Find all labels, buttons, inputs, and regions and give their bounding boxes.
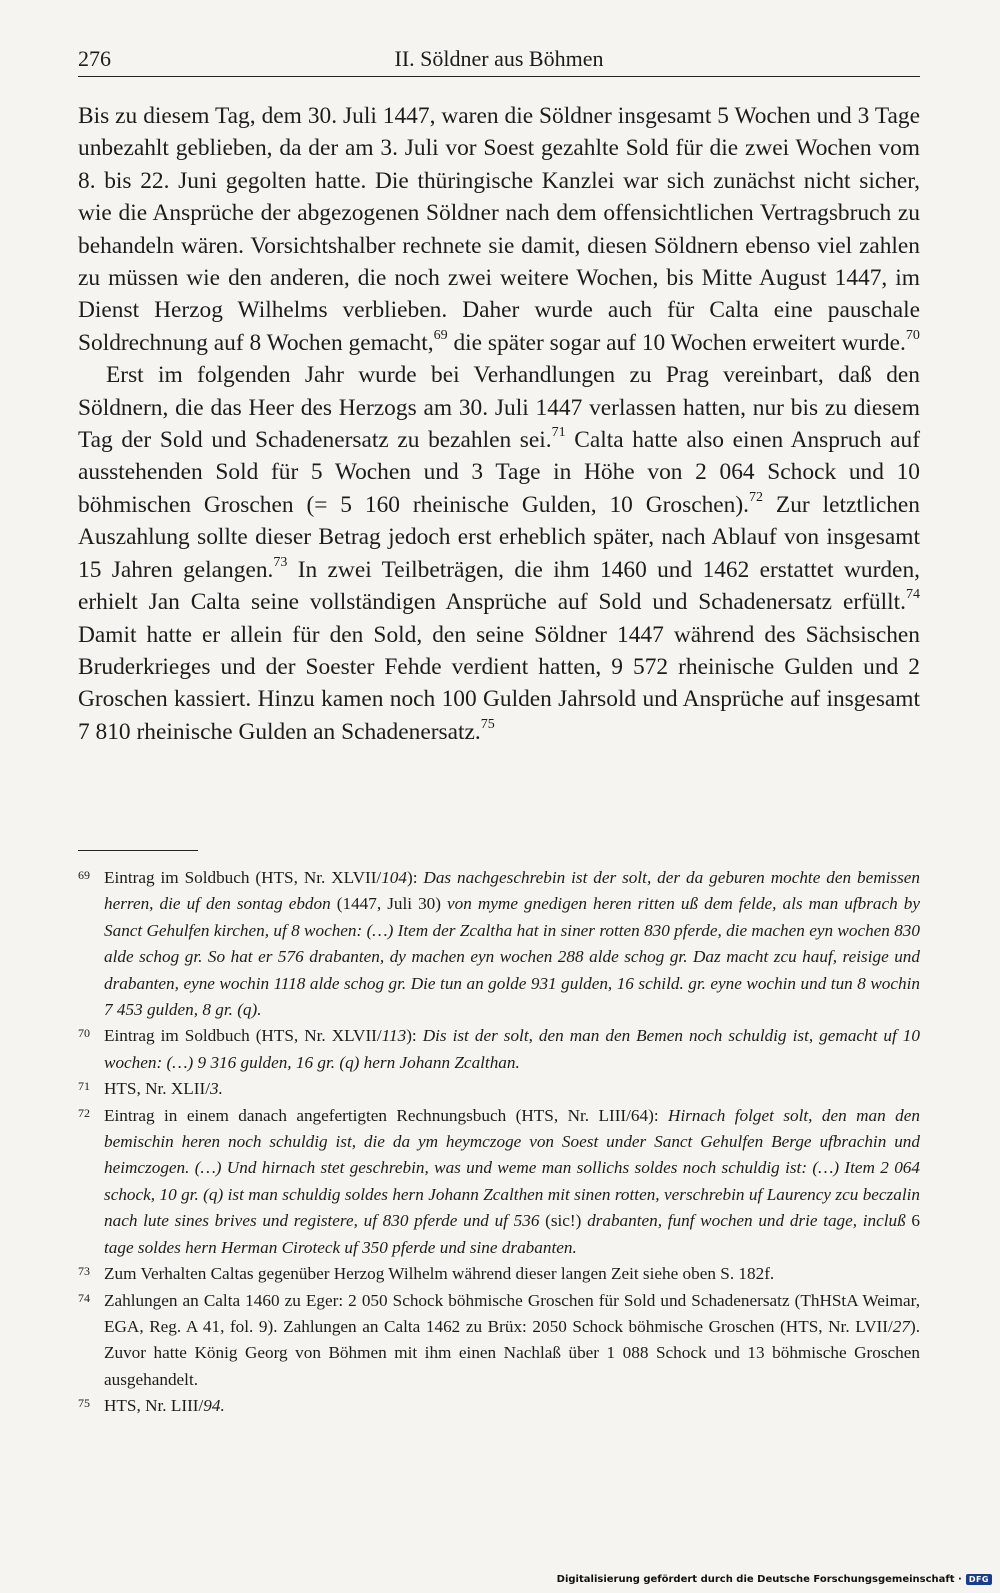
footnote-ref[interactable]: 69 xyxy=(433,326,448,343)
footnote-text: (1447, Juli 30) xyxy=(330,894,448,914)
footnote-number: 75 xyxy=(78,1396,90,1411)
footnote-ref[interactable]: 73 xyxy=(273,553,288,570)
footnote-ref[interactable]: 71 xyxy=(551,424,566,441)
footnote-ref[interactable]: 75 xyxy=(480,715,495,732)
footnote-text: 3. xyxy=(209,1079,223,1099)
paragraph-text: In zwei Teilbeträgen, die ihm 1460 und 1462 erstattet wurden, erhielt Jan Calta seine vollständigen Ansprüche auf Sold und Schadenersatz erfüllt. xyxy=(78,556,920,616)
footnote-number: 73 xyxy=(78,1264,90,1279)
paragraph-text: die später sogar auf 10 Wochen erweitert wurde. xyxy=(447,329,906,356)
footnote-text: 113 xyxy=(381,1026,407,1046)
footnote-72 xyxy=(78,1103,920,1261)
footnote-divider xyxy=(78,850,198,851)
chapter-title: II. Söldner aus Böhmen xyxy=(394,46,604,71)
footnotes xyxy=(78,865,920,1420)
body-text xyxy=(78,100,920,748)
footnote-number: 72 xyxy=(78,1105,90,1120)
footnote-73 xyxy=(78,1261,920,1287)
footnote-70 xyxy=(78,1023,920,1076)
footnote-text: 6 xyxy=(905,1211,921,1231)
paragraph-text: Erst im folgenden Jahr wurde bei Verhandlungen zu Prag vereinbart, daß den Söldnern, die das Heer des Herzogs am 30. Juli 1447 verlassen hatten, nur bis zu diesem Tag der Sold und Schadenersatz zu bezahlen sei. xyxy=(78,362,920,454)
footnote-text: ): xyxy=(406,1026,423,1046)
book-page xyxy=(78,0,920,1593)
page-number: 276 xyxy=(78,46,111,71)
footnote-text: Eintrag in einem danach angefertigten Rechnungsbuch (HTS, Nr. LIII/64): xyxy=(104,1105,669,1125)
footnote-text: HTS, Nr. LIII/ xyxy=(104,1396,204,1416)
footnote-quote: Hirnach folget solt, den man den bemischin heren noch schuldig ist, die da ym heymczoge von Soest under Sanct Gehulfen Berge ufbrachin und heimczogen. (…) Und hirnach stet geschrebin, was und weme man sollichs soldes noch schuldig ist: (…) Item 2 064 schock, 10 gr. (q) ist man schuldig soldes hern Johann Zcalthen mit sinen rotten, verschrebin uf Laurency zcu beczalin nach lute sines brives und registere, uf 830 pferde und uf 536 xyxy=(104,1105,920,1231)
footnote-text: ). Zuvor hatte König Georg von Böhmen mit ihm einen Nachlaß über 1 088 Schock und 13 böhmische Groschen ausgehandelt. xyxy=(104,1316,920,1389)
footnote-number: 74 xyxy=(78,1290,90,1305)
paragraph-text: Bis zu diesem Tag, dem 30. Juli 1447, waren die Söldner insgesamt 5 Wochen und 3 Tage unbezahlt geblieben, da der am 3. Juli vor Soest gezahlte Sold für die zwei Wochen vom 8. bis 22. Juni gegolten hatte. Die thüringische Kanzlei war sich zunächst nicht sicher, wie die Ansprüche der abgezogenen Söldner nach dem offensichtlichen Vertragsbruch zu behandeln wären. Vorsichtshalber rechnete sie damit, diesen Söldnern ebenso viel zahlen zu müssen wie den anderen, die noch zwei weitere Wochen, bis Mitte August 1447, im Dienst Herzog Wilhelms verblieben. Daher wurde auch für Calta eine pauschale Soldrechnung auf 8 Wochen gemacht, xyxy=(78,103,920,356)
footnote-text: (sic!) xyxy=(539,1211,588,1231)
footnote-text: Zahlungen an Calta 1460 zu Eger: 2 050 Schock böhmische Groschen für Sold und Schadenersatz (ThHStA Weimar, EGA, Reg. A 41, fol. 9). Zahlungen an Calta 1462 zu Brüx: 2050 Schock böhmische Groschen (HTS, Nr. LVII/ xyxy=(104,1290,920,1336)
footnote-number: 69 xyxy=(78,868,90,882)
footnote-quote: Das nachgeschrebin ist der solt, der da geburen mochte den bemissen herren, die uf den sontag ebdon xyxy=(104,868,920,914)
footnote-quote: Dis ist der solt, den man den Bemen noch schuldig ist, gemacht uf 10 wochen: (…) 9 316 gulden, 16 gr. (q) hern Johann Zcalthan. xyxy=(104,1026,920,1072)
footnote-ref[interactable]: 74 xyxy=(905,586,920,603)
footnote-text: Eintrag im Soldbuch (HTS, Nr. XLVII/ xyxy=(104,1026,382,1046)
footnote-text: 104 xyxy=(381,868,407,887)
credit-text: Digitalisierung gefördert durch die Deutsche Forschungsgemeinschaft · xyxy=(556,1574,962,1585)
dfg-logo-icon: DFG xyxy=(966,1574,992,1585)
footnote-75 xyxy=(78,1393,920,1419)
paragraph-text: Damit hatte er allein für den Sold, den seine Söldner 1447 während des Sächsischen Bruderkrieges und der Soester Fehde verdient hatten, 9 572 rheinische Gulden und 2 Groschen kassiert. Hinzu kamen noch 100 Gulden Jahrsold und Ansprüche auf insgesamt 7 810 rheinische Gulden an Schadenersatz. xyxy=(78,621,920,745)
footnote-text: 27 xyxy=(892,1316,910,1336)
footnote-69 xyxy=(78,865,920,1023)
footnote-quote: drabanten, funf wochen und drie tage, incluß xyxy=(587,1211,906,1231)
footnote-ref[interactable]: 70 xyxy=(905,326,920,343)
footnote-text: HTS, Nr. XLII/ xyxy=(104,1079,210,1099)
footnote-quote: tage soldes hern Herman Ciroteck uf 350 pferde und sine drabanten. xyxy=(104,1237,577,1257)
paragraph-text: Zur letztlichen Auszahlung sollte dieser Betrag jedoch erst erheblich später, nach Ablauf von insgesamt 15 Jahren gelangen. xyxy=(78,491,921,583)
footnote-number: 71 xyxy=(78,1079,90,1094)
digitization-credit xyxy=(557,1574,992,1585)
footnote-text: Zum Verhalten Caltas gegenüber Herzog Wilhelm während dieser langen Zeit siehe oben S. 182f. xyxy=(104,1264,775,1284)
footnote-text: 94. xyxy=(203,1396,225,1416)
running-head xyxy=(78,44,920,77)
footnote-ref[interactable]: 72 xyxy=(749,488,764,505)
footnote-quote: von myme gnedigen heren ritten uß dem felde, als man ufbrach by Sanct Gehulfen kirchen, uf 8 wochen: (…) Item der Zcaltha hat in siner rotten 830 pferde, die machen eyn wochen 830 alde schog gr. So hat er 576 drabanten, dy machen eyn wochen 288 alde schog gr. Daz macht zcu hauf, reisige und drabanten, eyne wochin 1118 alde schog gr. Die tun an golde 931 gulden, 16 schild. gr. eyne wochin und tun 8 wochin 7 453 gulden, 8 gr. (q). xyxy=(104,894,920,1020)
footnote-text: Eintrag im Soldbuch (HTS, Nr. XLVII/ xyxy=(104,868,382,887)
paragraph-1 xyxy=(78,100,920,359)
footnote-74 xyxy=(78,1288,920,1394)
footnote-71 xyxy=(78,1076,920,1102)
footnote-text: ): xyxy=(406,868,424,887)
paragraph-text: Calta hatte also einen Anspruch auf ausstehenden Sold für 5 Wochen und 3 Tage in Höhe von 2 064 Schock und 10 böhmischen Groschen (= 5 160 rheinische Gulden, 10 Groschen). xyxy=(78,427,920,518)
footnote-number: 70 xyxy=(78,1026,90,1041)
paragraph-2 xyxy=(78,359,920,748)
